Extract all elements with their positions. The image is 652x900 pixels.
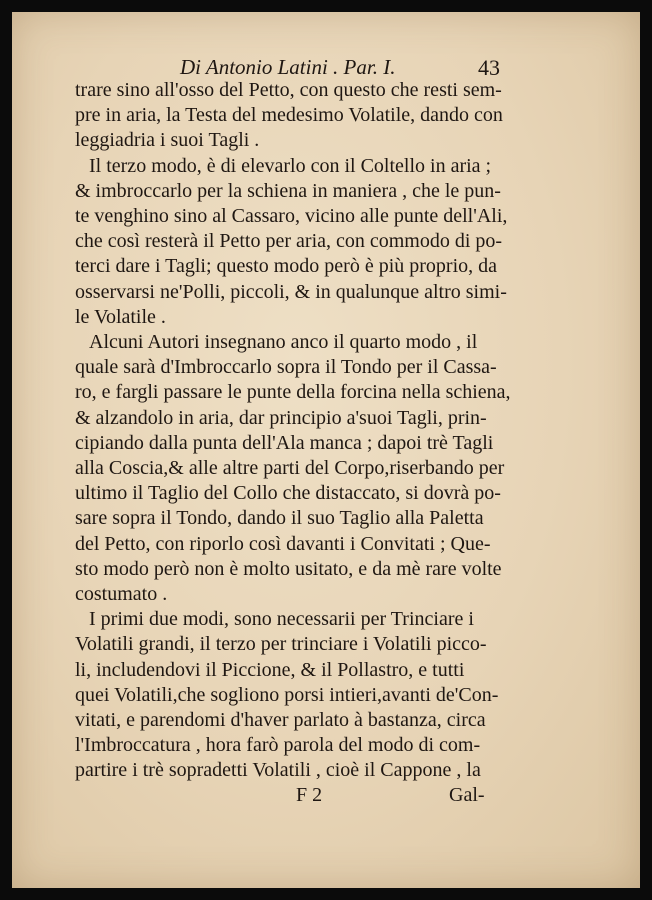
text-line: l'Imbroccatura , hora farò parola del modo di com- bbox=[75, 734, 481, 757]
text-line: Volatili grandi, il terzo per trinciare i Volatili picco- bbox=[75, 633, 487, 656]
signature-mark: F 2 bbox=[296, 784, 323, 806]
text-line: vitati, e parendomi d'haver parlato à bastanza, circa bbox=[75, 709, 486, 732]
text-line: costumato . bbox=[75, 583, 168, 606]
text-line: del Petto, con riporlo così davanti i Convitati ; Que- bbox=[75, 532, 491, 555]
text-line: trare sino all'osso del Petto, con questo che resti sem- bbox=[75, 79, 502, 101]
book-page bbox=[12, 12, 640, 888]
text-line: partire i trè sopradetti Volatili , cioè il Cappone , la bbox=[75, 759, 481, 782]
text-line: le Volatile . bbox=[75, 305, 166, 328]
text-line: osservarsi ne'Polli, piccoli, & in qualunque altro simi- bbox=[75, 280, 507, 303]
text-line: sto modo però non è molto usitato, e da mè rare volte bbox=[75, 557, 502, 580]
text-line: Alcuni Autori insegnano anco il quarto modo , il bbox=[89, 331, 478, 354]
text-line: cipiando dalla punta dell'Ala manca ; dapoi trè Tagli bbox=[75, 431, 494, 454]
running-head: Di Antonio Latini . Par. I. bbox=[180, 55, 396, 79]
page-number: 43 bbox=[478, 55, 500, 80]
text-line: alla Coscia,& alle altre parti del Corpo,riserbando per bbox=[75, 457, 505, 480]
text-line: te venghino sino al Cassaro, vicino alle punte dell'Ali, bbox=[75, 205, 508, 228]
text-line: leggiadria i suoi Tagli . bbox=[75, 129, 260, 152]
text-line: Il terzo modo, è di elevarlo con il Coltello in aria ; bbox=[89, 154, 492, 177]
text-line: ro, e fargli passare le punte della forcina nella schiena, bbox=[75, 381, 511, 404]
text-line: pre in aria, la Testa del medesimo Volatile, dando con bbox=[75, 104, 503, 127]
body-text bbox=[75, 78, 545, 784]
text-line: quale sarà d'Imbroccarlo sopra il Tondo per il Cassa- bbox=[75, 356, 497, 379]
text-line: & alzandolo in aria, dar principio a'suoi Tagli, prin- bbox=[75, 406, 487, 429]
text-line: li, includendovi il Piccione, & il Pollastro, e tutti bbox=[75, 658, 465, 681]
text-line: quei Volatili,che sogliono porsi intieri,avanti de'Con- bbox=[75, 683, 499, 706]
text-line: ultimo il Taglio del Collo che distaccato, si dovrà po- bbox=[75, 482, 501, 505]
text-line: terci dare i Tagli; questo modo però è più proprio, da bbox=[75, 255, 498, 278]
text-line: che così resterà il Petto per aria, con commodo di po- bbox=[75, 230, 503, 253]
page-footer bbox=[12, 784, 640, 814]
catchword: Gal- bbox=[449, 784, 485, 806]
text-line: & imbroccarlo per la schiena in maniera , che le pun- bbox=[75, 179, 501, 202]
text-line: sare sopra il Tondo, dando il suo Taglio alla Paletta bbox=[75, 507, 484, 530]
text-line: I primi due modi, sono necessarii per Trinciare i bbox=[89, 608, 474, 631]
